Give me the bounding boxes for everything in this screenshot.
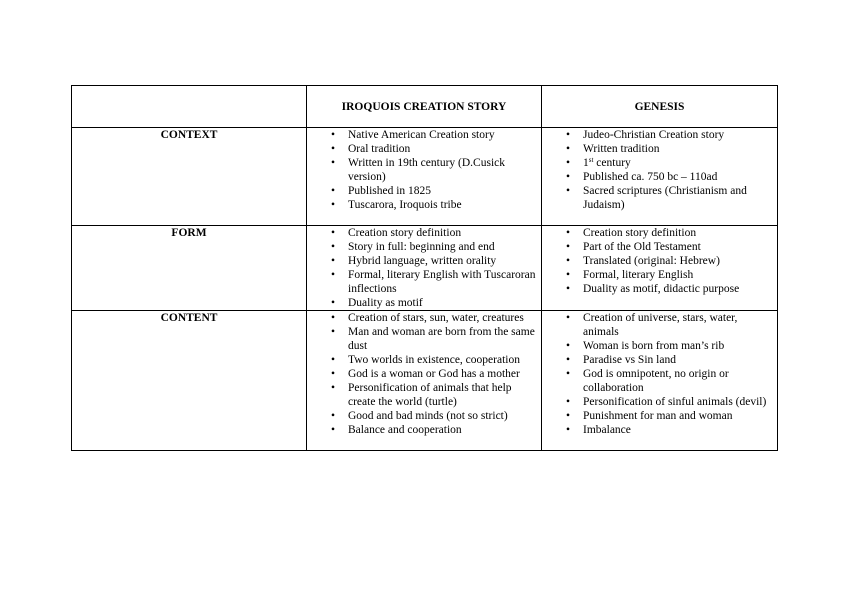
ordinal-suffix: st [588,156,594,164]
list-item: • Man and woman are born from the same dust [307,325,537,353]
list-item: • God is a woman or God has a mother [307,367,537,381]
century-number: 1 [583,157,589,169]
list-item: • Imbalance [542,423,773,437]
list-item: • Oral tradition [307,142,537,156]
list-item: • Creation story definition [542,226,773,240]
bullet-list [542,128,777,212]
list-item: • Judeo-Christian Creation story [542,128,773,142]
list-item: • Duality as motif [307,296,537,310]
comparison-table [71,85,778,451]
list-item: • Paradise vs Sin land [542,353,773,367]
row-label-form: FORM [72,226,307,311]
row-label-context: CONTEXT [72,128,307,226]
list-item [542,156,773,170]
list-item: • Good and bad minds (not so strict) [307,409,537,423]
list-item: • Sacred scriptures (Christianism and Judaism) [542,184,773,212]
cell-form-genesis [542,226,778,311]
list-item: • Personification of sinful animals (devil) [542,395,773,409]
list-item: • Creation of stars, sun, water, creatures [307,311,537,325]
cell-context-iroquois [307,128,542,226]
list-item: • Personification of animals that help create the world (turtle) [307,381,537,409]
list-item: • Native American Creation story [307,128,537,142]
list-item: • Creation of universe, stars, water, animals [542,311,773,339]
row-context [72,128,778,226]
list-item: • Two worlds in existence, cooperation [307,353,537,367]
list-item: • Punishment for man and woman [542,409,773,423]
cell-content-iroquois [307,311,542,451]
list-item: • Story in full: beginning and end [307,240,537,254]
header-corner-cell [72,86,307,128]
list-item: • Written in 19th century (D.Cusick version) [307,156,537,184]
century-word: century [593,157,631,169]
list-item: • Tuscarora, Iroquois tribe [307,198,537,212]
list-item: • Hybrid language, written orality [307,254,537,268]
list-item: • Written tradition [542,142,773,156]
bullet-list [542,226,777,296]
cell-content-genesis [542,311,778,451]
list-item: • Creation story definition [307,226,537,240]
row-content [72,311,778,451]
cell-form-iroquois [307,226,542,311]
list-item: • Woman is born from man’s rib [542,339,773,353]
list-item: • God is omnipotent, no origin or collaboration [542,367,773,395]
row-form [72,226,778,311]
header-row [72,86,778,128]
list-item: • Published in 1825 [307,184,537,198]
list-item: • Formal, literary English [542,268,773,282]
header-genesis: GENESIS [542,86,778,128]
bullet-list [542,311,777,437]
bullet-list [307,128,541,212]
list-item: • Duality as motif, didactic purpose [542,282,773,296]
bullet-list [307,311,541,437]
bullet-list [307,226,541,310]
list-item: • Balance and cooperation [307,423,537,437]
list-item: • Published ca. 750 bc – 110ad [542,170,773,184]
row-label-content: CONTENT [72,311,307,451]
list-item: • Part of the Old Testament [542,240,773,254]
list-item: • Translated (original: Hebrew) [542,254,773,268]
cell-context-genesis [542,128,778,226]
header-iroquois: IROQUOIS CREATION STORY [307,86,542,128]
list-item: • Formal, literary English with Tuscaroran inflections [307,268,537,296]
